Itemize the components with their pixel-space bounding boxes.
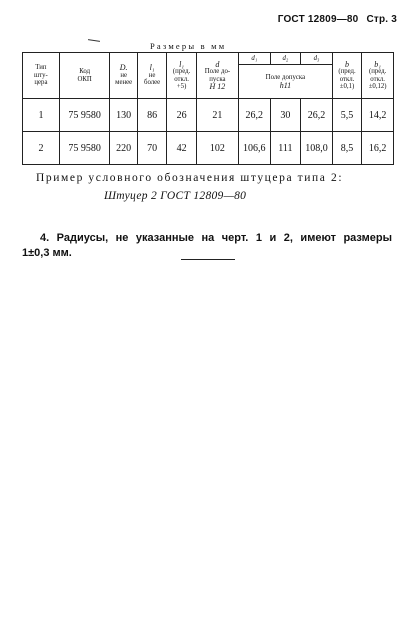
cell-l1: 42 (167, 132, 197, 165)
stray-mark (88, 39, 100, 42)
col-b1: b₁ (пред. откл. ±0,12) (362, 53, 394, 99)
table-caption: Размеры в мм (150, 41, 227, 51)
cell-d: 21 (196, 99, 238, 132)
cell-d1: 106,6 (239, 132, 271, 165)
col-d3: d₃ (301, 53, 333, 65)
cell-d1: 26,2 (239, 99, 271, 132)
cell-b: 8,5 (332, 132, 362, 165)
page-label: Стр. (366, 14, 389, 25)
note-paragraph: 4. Радиусы, не указанные на черт. 1 и 2, имеют размеры (40, 232, 392, 244)
example-heading: Пример условного обозначения штуцера типа 2: (36, 172, 344, 184)
cell-D: 220 (110, 132, 137, 165)
col-l: l₁ не более (137, 53, 167, 99)
cell-type: 1 (23, 99, 60, 132)
col-D: D. не менее (110, 53, 137, 99)
col-l1: l₁ (пред. откл. +5) (167, 53, 197, 99)
note-paragraph-cont: 1±0,3 мм. (22, 247, 72, 259)
cell-type: 2 (23, 132, 60, 165)
table-row (23, 132, 394, 165)
cell-d3: 108,0 (301, 132, 333, 165)
page-header (278, 14, 397, 25)
example-designation: Штуцер 2 ГОСТ 12809—80 (104, 190, 247, 202)
cell-D: 130 (110, 99, 137, 132)
cell-d2: 111 (270, 132, 301, 165)
cell-l: 70 (137, 132, 167, 165)
cell-code: 75 9580 (59, 99, 110, 132)
col-d: d Поле до- пуска H 12 (196, 53, 238, 99)
cell-d: 102 (196, 132, 238, 165)
cell-l: 86 (137, 99, 167, 132)
table-row (23, 99, 394, 132)
tolerance-header: Поле допуска h11 (239, 65, 333, 99)
page-number: 3 (391, 14, 397, 25)
cell-b: 5,5 (332, 99, 362, 132)
col-b: b (пред. откл. ±0,1) (332, 53, 362, 99)
end-rule (181, 259, 235, 260)
cell-d2: 30 (270, 99, 301, 132)
dimensions-table (22, 52, 394, 165)
col-type: Тип шту- цера (23, 53, 60, 99)
cell-d3: 26,2 (301, 99, 333, 132)
col-code: Код ОКП (59, 53, 110, 99)
col-d1: d₁ (239, 53, 271, 65)
standard-number: ГОСТ 12809—80 (277, 14, 359, 25)
cell-b1: 14,2 (362, 99, 394, 132)
col-d2: d₂ (270, 53, 301, 65)
cell-l1: 26 (167, 99, 197, 132)
cell-code: 75 9580 (59, 132, 110, 165)
cell-b1: 16,2 (362, 132, 394, 165)
